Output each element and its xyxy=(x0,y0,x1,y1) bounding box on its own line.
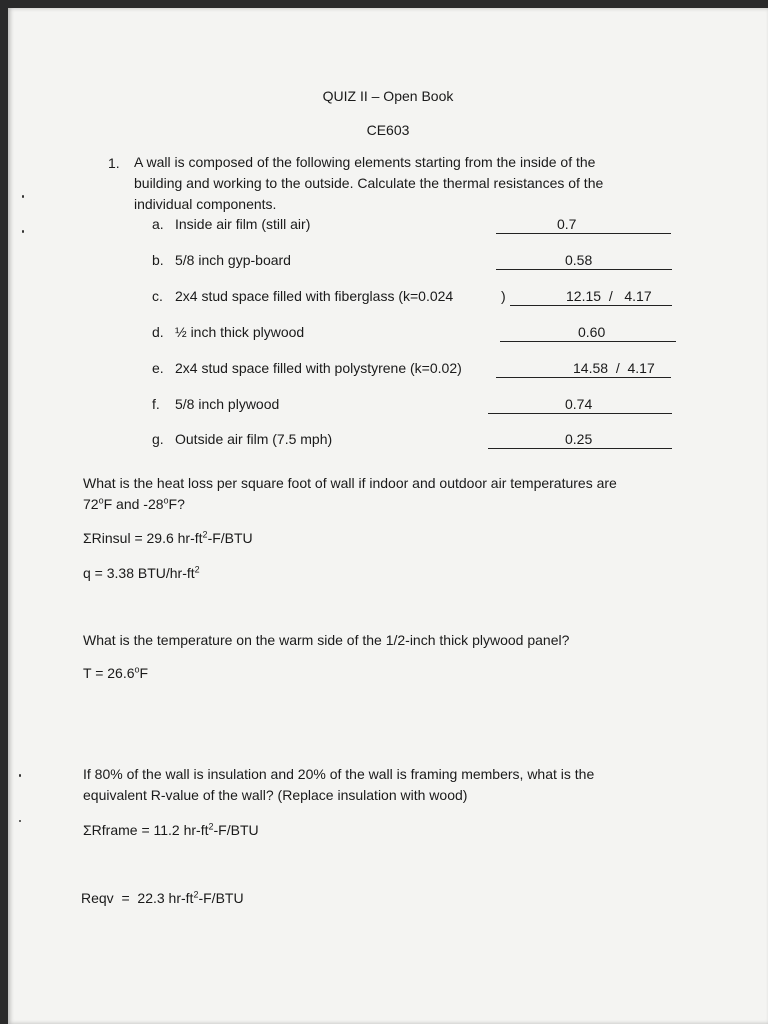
rframe-answer: ΣRframe = 11.2 $hr-ft^2-F$/BTU xyxy=(83,821,259,838)
answer-line xyxy=(500,323,676,342)
reqv-answer: Reqv = 22.3 $hr-ft^2-F$/BTU xyxy=(81,889,244,906)
answer-line xyxy=(496,215,671,234)
answer-line xyxy=(488,395,672,414)
equivalent-line-1: If 80% of the wall is insulation and 20% of the wall is framing members, what is the xyxy=(83,766,595,782)
scan-speck xyxy=(22,230,24,233)
heat-loss-question xyxy=(83,473,617,515)
answer-line xyxy=(496,359,671,378)
answer-value: 12.15 / 4.17 xyxy=(566,288,652,304)
heat-loss-line-1: What is the heat loss per square foot of wall if indoor and outdoor air temperatures are xyxy=(83,475,617,491)
temperature-answer: $T = 26.6^oF$ xyxy=(83,664,149,681)
answer-value: 0.58 xyxy=(565,252,593,268)
intro-line-2: building and working to the outside. Calculate the thermal resistances of the xyxy=(134,175,604,191)
item-letter: f. xyxy=(152,396,160,412)
heat-loss-answer: q = 3.38 BTU/$hr-ft^2$ xyxy=(83,564,200,581)
item-letter: a. xyxy=(152,216,164,232)
item-label: 2x4 stud space filled with fiberglass (k=0.024 xyxy=(175,288,454,304)
item-letter: b. xyxy=(152,252,164,268)
quiz-page xyxy=(8,8,768,1024)
item-label: 2x4 stud space filled with polystyrene (k=0.02) xyxy=(175,360,462,376)
quiz-title: QUIZ II – Open Book xyxy=(322,88,454,104)
answer-line xyxy=(496,251,672,270)
answer-value: 0.74 xyxy=(565,396,593,412)
item-label: ½ inch thick plywood xyxy=(175,324,305,340)
heat-loss-line-2: 72$^o$F and -28$^o$F? xyxy=(83,495,185,512)
item-label: 5/8 inch gyp-board xyxy=(175,252,291,268)
rinsul-answer: ΣRinsul = 29.6 $hr-ft^2-F$/BTU xyxy=(83,529,253,546)
scan-speck xyxy=(22,195,24,198)
scan-speck xyxy=(19,820,21,822)
question-intro xyxy=(134,152,603,215)
answer-line xyxy=(510,287,672,306)
temperature-question: What is the temperature on the warm side of the 1/2-inch thick plywood panel? xyxy=(83,632,570,648)
intro-line-1: A wall is composed of the following elements starting from the inside of the xyxy=(134,154,596,170)
item-letter: e. xyxy=(152,360,164,376)
course-code: CE603 xyxy=(366,122,410,138)
item-label: Inside air film (still air) xyxy=(175,216,311,232)
answer-value: 14.58 / 4.17 xyxy=(573,360,655,376)
answer-value: 0.7 xyxy=(557,216,577,232)
item-label: Outside air film (7.5 mph) xyxy=(175,431,333,447)
item-letter: d. xyxy=(152,324,164,340)
equivalent-line-2: equivalent R-value of the wall? (Replace insulation with wood) xyxy=(83,787,468,803)
item-letter: c. xyxy=(152,288,163,304)
answer-value: 0.60 xyxy=(578,324,606,340)
answer-line xyxy=(488,430,672,449)
answer-value: 0.25 xyxy=(565,431,593,447)
closing-paren: ) xyxy=(501,288,506,304)
item-label: 5/8 inch plywood xyxy=(175,396,280,412)
item-letter: g. xyxy=(152,431,164,447)
intro-line-3: individual components. xyxy=(134,196,277,212)
equivalent-question xyxy=(83,764,594,806)
question-number: 1. xyxy=(108,155,120,171)
scan-speck xyxy=(19,774,21,777)
